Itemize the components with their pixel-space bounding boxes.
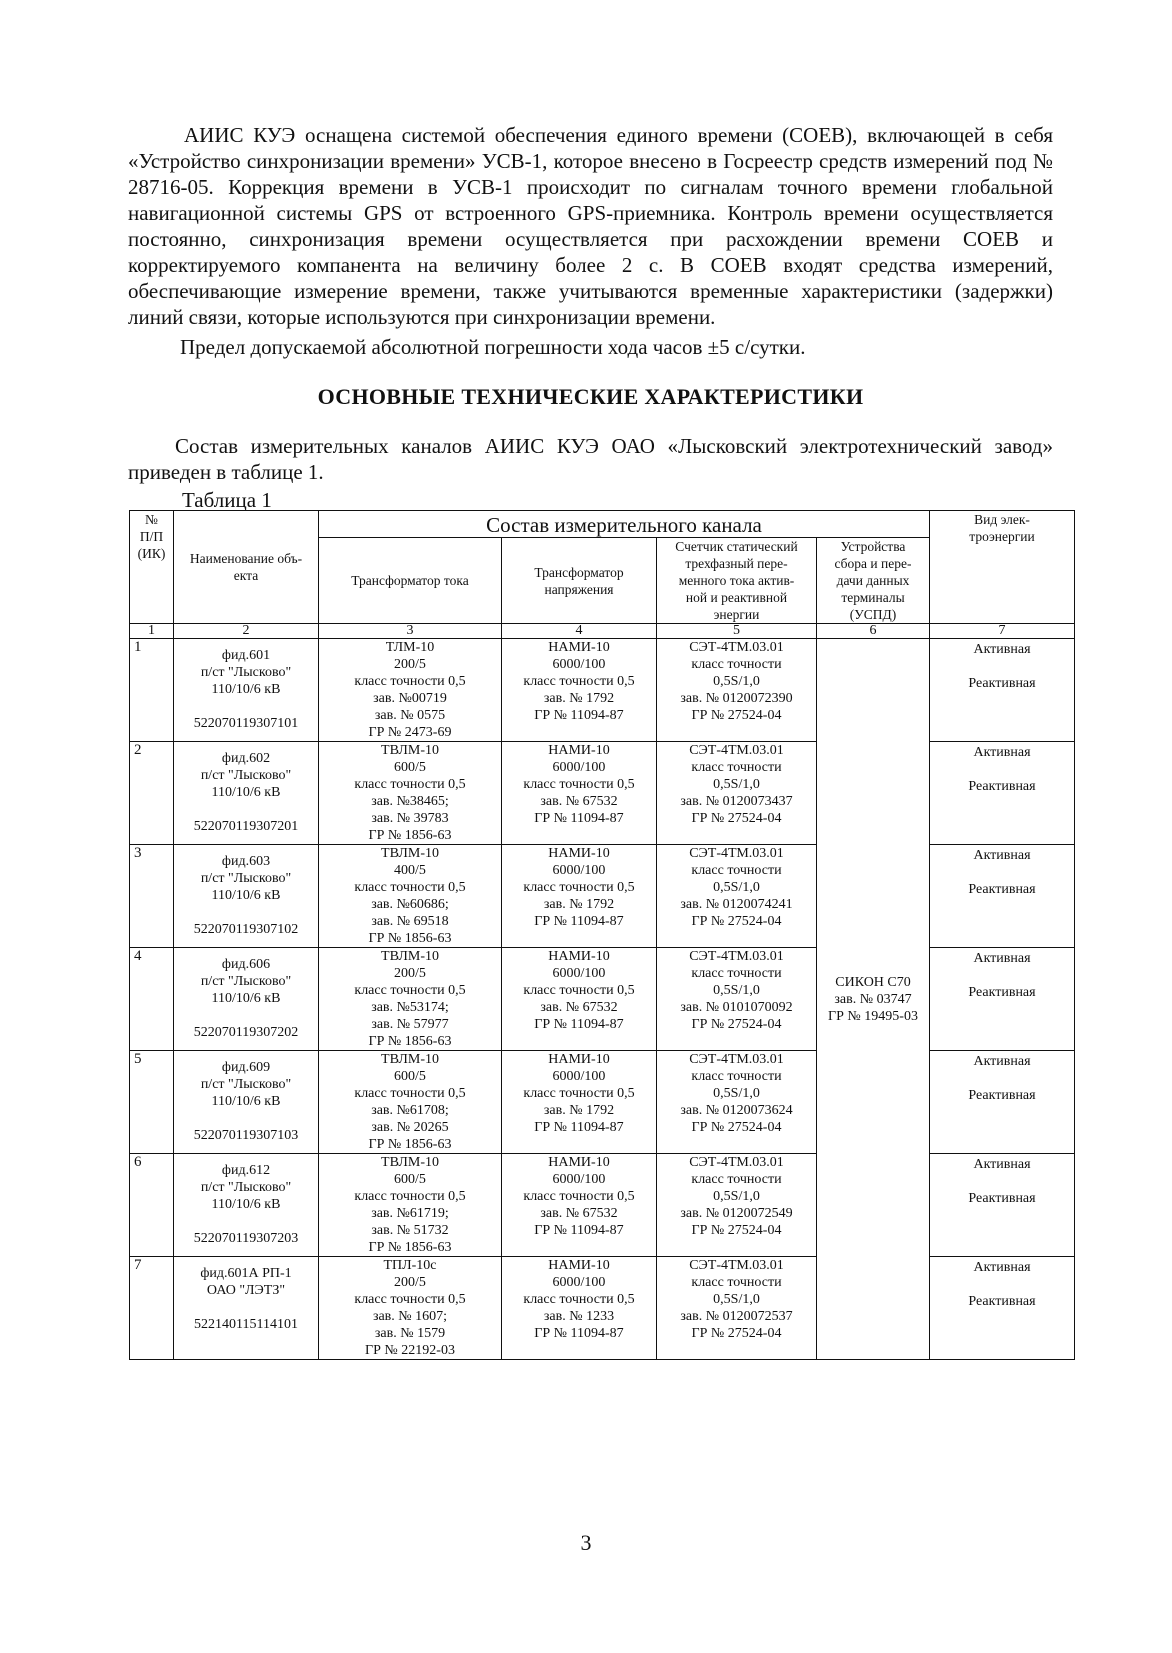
cell-line: НАМИ-10 bbox=[548, 743, 610, 758]
cell-line: НАМИ-10 bbox=[548, 949, 610, 964]
object-code: 522070119307201 bbox=[193, 819, 299, 834]
cell-line: 6000/100 bbox=[552, 760, 606, 775]
energy-active: Активная bbox=[973, 1260, 1031, 1275]
cell-line: НАМИ-10 bbox=[548, 640, 610, 655]
cell-line: 400/5 bbox=[394, 863, 426, 878]
cell-line: СИКОН С70 bbox=[835, 974, 911, 990]
cell-line: п/ст "Лысково" bbox=[200, 665, 292, 680]
cell-line: класс точности 0,5 bbox=[354, 1292, 466, 1307]
cell-line: 200/5 bbox=[394, 966, 426, 981]
cell-line: 6000/100 bbox=[552, 657, 606, 672]
cell-line: 600/5 bbox=[394, 1069, 426, 1084]
cell-line: ГР № 27524-04 bbox=[691, 1120, 782, 1135]
energy-active: Активная bbox=[973, 642, 1031, 657]
column-number: 5 bbox=[657, 624, 817, 639]
cell-line: зав. № 51732 bbox=[371, 1223, 449, 1238]
cell-line: класс точности bbox=[691, 1172, 782, 1187]
header-energy-type bbox=[930, 511, 1075, 624]
cell-line: 110/10/6 кВ bbox=[211, 682, 281, 697]
table-row bbox=[130, 639, 1075, 742]
cell-line: ТВЛМ-10 bbox=[381, 949, 439, 964]
cell-line: ной и реактивной bbox=[685, 590, 788, 605]
object-name bbox=[174, 742, 319, 845]
cell-line: зав. № 0120074241 bbox=[680, 897, 793, 912]
energy-type-cell bbox=[930, 948, 1075, 1051]
cell-line: ТВЛМ-10 bbox=[381, 743, 439, 758]
cell-line: ГР № 27524-04 bbox=[691, 914, 782, 929]
cell-line: Вид элек- bbox=[974, 512, 1030, 527]
cell-line: зав. № 0120073437 bbox=[680, 794, 793, 809]
uspd-cell bbox=[817, 639, 930, 1360]
header-meter bbox=[657, 538, 817, 624]
cell-line: зав. № 1233 bbox=[543, 1309, 615, 1324]
cell-line: 6000/100 bbox=[552, 1275, 606, 1290]
cell-line: зав. № 1579 bbox=[374, 1326, 446, 1341]
energy-reactive: Реактивная bbox=[968, 1294, 1036, 1309]
object-name bbox=[174, 1257, 319, 1360]
cell-line: 600/5 bbox=[394, 1172, 426, 1187]
cell-line: 200/5 bbox=[394, 1275, 426, 1290]
cell-line: класс точности 0,5 bbox=[523, 674, 635, 689]
header-current-transformer: Трансформатор тока bbox=[319, 538, 502, 624]
cell-line: класс точности 0,5 bbox=[523, 1086, 635, 1101]
energy-reactive: Реактивная bbox=[968, 676, 1036, 691]
cell-line: зав. №60686; bbox=[371, 897, 449, 912]
cell-line: СЭТ-4ТМ.03.01 bbox=[689, 846, 784, 861]
cell-line: СЭТ-4ТМ.03.01 bbox=[689, 1052, 784, 1067]
cell-line: 110/10/6 кВ bbox=[211, 785, 281, 800]
energy-active: Активная bbox=[973, 1054, 1031, 1069]
voltage-transformer-cell bbox=[502, 845, 657, 948]
cell-line: сбора и пере- bbox=[834, 556, 912, 571]
object-code: 522070119307102 bbox=[193, 922, 299, 937]
column-number: 6 bbox=[817, 624, 930, 639]
cell-line: 110/10/6 кВ bbox=[211, 888, 281, 903]
cell-line: (ИК) bbox=[137, 546, 166, 561]
cell-line: зав. № 67532 bbox=[540, 1000, 618, 1015]
cell-line: екта bbox=[233, 568, 259, 583]
cell-line: ГР № 19495-03 bbox=[828, 1008, 918, 1024]
cell-line: зав. №61708; bbox=[371, 1103, 449, 1118]
cell-line: ГР № 22192-03 bbox=[365, 1343, 455, 1358]
cell-line: СЭТ-4ТМ.03.01 bbox=[689, 1155, 784, 1170]
cell-line: фид.602 bbox=[221, 751, 271, 766]
energy-active: Активная bbox=[973, 1157, 1031, 1172]
cell-line: менного тока актив- bbox=[678, 573, 795, 588]
cell-line: П/П bbox=[139, 529, 164, 544]
cell-line: Счетчик статический bbox=[675, 539, 798, 554]
column-number: 4 bbox=[502, 624, 657, 639]
header-uspd bbox=[817, 538, 930, 624]
cell-line: класс точности 0,5 bbox=[523, 983, 635, 998]
meter-cell bbox=[657, 1051, 817, 1154]
column-number: 7 bbox=[930, 624, 1075, 639]
object-code: 522140115114101 bbox=[194, 1317, 298, 1332]
current-transformer-cell bbox=[319, 639, 502, 742]
meter-cell bbox=[657, 639, 817, 742]
cell-line: ГР № 11094-87 bbox=[534, 708, 624, 723]
cell-line: фид.606 bbox=[221, 957, 271, 972]
cell-line: класс точности bbox=[691, 657, 782, 672]
cell-line: 6000/100 bbox=[552, 966, 606, 981]
current-transformer-cell bbox=[319, 1051, 502, 1154]
object-name bbox=[174, 845, 319, 948]
cell-line: зав. № 0575 bbox=[374, 708, 446, 723]
cell-line: п/ст "Лысково" bbox=[200, 974, 292, 989]
cell-line: 110/10/6 кВ bbox=[211, 991, 281, 1006]
cell-line: фид.603 bbox=[221, 854, 271, 869]
energy-type-cell bbox=[930, 1154, 1075, 1257]
cell-line: класс точности 0,5 bbox=[354, 777, 466, 792]
cell-line: класс точности 0,5 bbox=[354, 983, 466, 998]
table-row bbox=[130, 1154, 1075, 1257]
cell-line: ГР № 27524-04 bbox=[691, 811, 782, 826]
cell-line: 0,5S/1,0 bbox=[713, 777, 760, 792]
cell-line: дачи данных bbox=[836, 573, 910, 588]
cell-line: зав. № 0120072549 bbox=[680, 1206, 793, 1221]
cell-line: ГР № 27524-04 bbox=[691, 708, 782, 723]
cell-line: ГР № 1856-63 bbox=[368, 1034, 452, 1049]
cell-line: класс точности bbox=[691, 1275, 782, 1290]
energy-reactive: Реактивная bbox=[968, 1088, 1036, 1103]
cell-line: зав. №61719; bbox=[371, 1206, 449, 1221]
meter-cell bbox=[657, 845, 817, 948]
channel-number: 3 bbox=[130, 845, 174, 948]
cell-line: 600/5 bbox=[394, 760, 426, 775]
cell-line: энергии bbox=[713, 607, 760, 622]
cell-line: ГР № 11094-87 bbox=[534, 1017, 624, 1032]
intro-paragraph-soev: АИИС КУЭ оснащена системой обеспечения единого времени (СОЕВ), включающей в себя «Устройство синхронизации времени» УСВ-1, которое внесено в Госреестр средств измерений под № 28716-05. Коррекция времени в УСВ-1 происходит по сигналам точного времени глобальной навигационной системы GPS от встроенного GPS-приемника. Контроль времени осуществляется постоянно, синхронизация времени осуществляется при расхождении времени СОЕВ и корректируемого компанента на величину более 2 с. В СОЕВ входят средства измерений, обеспечивающие измерение времени, также учитываются временные характеристики (задержки) линий связи, которые используются при синхронизации времени. bbox=[128, 123, 1053, 329]
intro-paragraph-clock-error: Предел допускаемой абсолютной погрешности хода часов ±5 с/сутки. bbox=[180, 335, 806, 359]
cell-line: зав. № 1792 bbox=[543, 691, 615, 706]
energy-reactive: Реактивная bbox=[968, 779, 1036, 794]
cell-line: зав. № 1607; bbox=[372, 1309, 448, 1324]
channel-number: 6 bbox=[130, 1154, 174, 1257]
cell-line: зав. №53174; bbox=[371, 1000, 449, 1015]
cell-line: зав. № 0120072537 bbox=[680, 1309, 793, 1324]
cell-line: 0,5S/1,0 bbox=[713, 983, 760, 998]
voltage-transformer-cell bbox=[502, 742, 657, 845]
cell-line: класс точности 0,5 bbox=[523, 777, 635, 792]
energy-type-cell bbox=[930, 742, 1075, 845]
cell-line: 110/10/6 кВ bbox=[211, 1197, 281, 1212]
cell-line: класс точности bbox=[691, 966, 782, 981]
object-code: 522070119307202 bbox=[193, 1025, 299, 1040]
energy-active: Активная bbox=[973, 848, 1031, 863]
header-object bbox=[174, 511, 319, 624]
cell-line: ТПЛ-10с bbox=[383, 1258, 437, 1273]
cell-line: фид.601 bbox=[221, 648, 271, 663]
cell-line: НАМИ-10 bbox=[548, 846, 610, 861]
channel-number: 2 bbox=[130, 742, 174, 845]
cell-line: НАМИ-10 bbox=[548, 1155, 610, 1170]
cell-line: ГР № 2473-69 bbox=[368, 725, 452, 740]
energy-active: Активная bbox=[973, 745, 1031, 760]
cell-line: СЭТ-4ТМ.03.01 bbox=[689, 743, 784, 758]
cell-line: ГР № 27524-04 bbox=[691, 1223, 782, 1238]
cell-line: п/ст "Лысково" bbox=[200, 1077, 292, 1092]
section-heading: ОСНОВНЫЕ ТЕХНИЧЕСКИЕ ХАРАКТЕРИСТИКИ bbox=[317, 384, 864, 409]
cell-line: ГР № 27524-04 bbox=[691, 1017, 782, 1032]
channel-number: 7 bbox=[130, 1257, 174, 1360]
object-name bbox=[174, 639, 319, 742]
energy-type-cell bbox=[930, 1257, 1075, 1360]
measurement-channels-table bbox=[129, 510, 1075, 1360]
cell-line: класс точности bbox=[691, 863, 782, 878]
object-code: 522070119307103 bbox=[193, 1128, 299, 1143]
meter-cell bbox=[657, 742, 817, 845]
channel-number: 4 bbox=[130, 948, 174, 1051]
object-name bbox=[174, 948, 319, 1051]
table-row bbox=[130, 742, 1075, 845]
table-row bbox=[130, 1257, 1075, 1360]
object-code: 522070119307101 bbox=[193, 716, 299, 731]
cell-line: 6000/100 bbox=[552, 863, 606, 878]
meter-cell bbox=[657, 1257, 817, 1360]
column-number-row bbox=[130, 624, 1075, 639]
cell-line: СЭТ-4ТМ.03.01 bbox=[689, 1258, 784, 1273]
energy-type-cell bbox=[930, 1051, 1075, 1154]
cell-line: напряжения bbox=[544, 581, 614, 597]
cell-line: ГР № 1856-63 bbox=[368, 1240, 452, 1255]
cell-line: ТВЛМ-10 bbox=[381, 1052, 439, 1067]
cell-line: СЭТ-4ТМ.03.01 bbox=[689, 640, 784, 655]
cell-line: ТВЛМ-10 bbox=[381, 1155, 439, 1170]
cell-line: НАМИ-10 bbox=[548, 1258, 610, 1273]
cell-line: класс точности 0,5 bbox=[523, 1292, 635, 1307]
cell-line: ГР № 11094-87 bbox=[534, 1326, 624, 1341]
energy-active: Активная bbox=[973, 951, 1031, 966]
cell-line: 0,5S/1,0 bbox=[713, 1086, 760, 1101]
column-number: 2 bbox=[174, 624, 319, 639]
cell-line: зав. № 67532 bbox=[540, 1206, 618, 1221]
cell-line: фид.601А РП-1 bbox=[200, 1266, 292, 1281]
cell-line: зав. № 1792 bbox=[543, 897, 615, 912]
object-name bbox=[174, 1051, 319, 1154]
cell-line: (УСПД) bbox=[849, 607, 897, 622]
cell-line: п/ст "Лысково" bbox=[200, 768, 292, 783]
cell-line: фид.612 bbox=[221, 1163, 271, 1178]
cell-line: класс точности 0,5 bbox=[523, 880, 635, 895]
cell-line: троэнергии bbox=[969, 529, 1035, 544]
cell-line: зав. № 57977 bbox=[371, 1017, 449, 1032]
cell-line: зав. № 0120073624 bbox=[680, 1103, 793, 1118]
cell-line: зав. №38465; bbox=[371, 794, 449, 809]
cell-line: класс точности 0,5 bbox=[354, 1189, 466, 1204]
cell-line: класс точности 0,5 bbox=[354, 1086, 466, 1101]
cell-line: зав. № 20265 bbox=[371, 1120, 449, 1135]
cell-line: ГР № 1856-63 bbox=[368, 931, 452, 946]
cell-line: зав. №00719 bbox=[373, 691, 447, 706]
page-number: 3 bbox=[580, 1530, 592, 1555]
table-header-row-1 bbox=[130, 511, 1075, 538]
cell-line: терминалы bbox=[841, 590, 905, 605]
cell-line: 0,5S/1,0 bbox=[713, 674, 760, 689]
cell-line: 6000/100 bbox=[552, 1069, 606, 1084]
cell-line: ГР № 11094-87 bbox=[534, 914, 624, 929]
current-transformer-cell bbox=[319, 1154, 502, 1257]
voltage-transformer-cell bbox=[502, 1257, 657, 1360]
cell-line: зав. № 0101070092 bbox=[680, 1000, 793, 1015]
object-code: 522070119307203 bbox=[193, 1231, 299, 1246]
cell-line: трехфазный пере- bbox=[685, 556, 788, 571]
cell-line: Трансформатор bbox=[534, 564, 624, 580]
table-row bbox=[130, 845, 1075, 948]
cell-line: ГР № 1856-63 bbox=[368, 1137, 452, 1152]
cell-line: класс точности bbox=[691, 1069, 782, 1084]
cell-line: СЭТ-4ТМ.03.01 bbox=[689, 949, 784, 964]
cell-line: ОАО "ЛЭТЗ" bbox=[206, 1283, 286, 1298]
cell-line: зав. № 39783 bbox=[371, 811, 449, 826]
meter-cell bbox=[657, 948, 817, 1051]
cell-line: 0,5S/1,0 bbox=[713, 880, 760, 895]
energy-type-cell bbox=[930, 639, 1075, 742]
energy-reactive: Реактивная bbox=[968, 1191, 1036, 1206]
cell-line: зав. № 69518 bbox=[371, 914, 449, 929]
cell-line: 200/5 bbox=[394, 657, 426, 672]
cell-line: класс точности 0,5 bbox=[354, 880, 466, 895]
current-transformer-cell bbox=[319, 742, 502, 845]
voltage-transformer-cell bbox=[502, 1154, 657, 1257]
voltage-transformer-cell bbox=[502, 948, 657, 1051]
cell-line: 0,5S/1,0 bbox=[713, 1189, 760, 1204]
voltage-transformer-cell bbox=[502, 1051, 657, 1154]
energy-reactive: Реактивная bbox=[968, 882, 1036, 897]
column-number: 3 bbox=[319, 624, 502, 639]
table-row bbox=[130, 948, 1075, 1051]
cell-line: НАМИ-10 bbox=[548, 1052, 610, 1067]
cell-line: ГР № 11094-87 bbox=[534, 1120, 624, 1135]
channel-number: 1 bbox=[130, 639, 174, 742]
cell-line: 6000/100 bbox=[552, 1172, 606, 1187]
table-row bbox=[130, 1051, 1075, 1154]
cell-line: 0,5S/1,0 bbox=[713, 1292, 760, 1307]
cell-line: класс точности 0,5 bbox=[523, 1189, 635, 1204]
section-paragraph: Состав измерительных каналов АИИС КУЭ ОАО «Лысковский электротехнический завод» приведен в таблице 1. bbox=[128, 434, 1053, 484]
cell-line: зав. № 0120072390 bbox=[680, 691, 793, 706]
cell-line: зав. № 03747 bbox=[834, 991, 912, 1007]
cell-line: ГР № 27524-04 bbox=[691, 1326, 782, 1341]
object-name bbox=[174, 1154, 319, 1257]
header-voltage-transformer bbox=[502, 538, 657, 624]
energy-type-cell bbox=[930, 845, 1075, 948]
voltage-transformer-cell bbox=[502, 639, 657, 742]
header-num bbox=[130, 511, 174, 624]
energy-reactive: Реактивная bbox=[968, 985, 1036, 1000]
current-transformer-cell bbox=[319, 948, 502, 1051]
cell-line: ГР № 1856-63 bbox=[368, 828, 452, 843]
cell-line: класс точности 0,5 bbox=[354, 674, 466, 689]
cell-line: Устройства bbox=[840, 539, 906, 554]
cell-line: 110/10/6 кВ bbox=[211, 1094, 281, 1109]
cell-line: ГР № 11094-87 bbox=[534, 811, 624, 826]
cell-line: зав. № 67532 bbox=[540, 794, 618, 809]
cell-line: п/ст "Лысково" bbox=[200, 1180, 292, 1195]
cell-line: Наименование объ- bbox=[189, 551, 303, 566]
cell-line: класс точности bbox=[691, 760, 782, 775]
meter-cell bbox=[657, 1154, 817, 1257]
cell-line: ГР № 11094-87 bbox=[534, 1223, 624, 1238]
cell-line: ТЛМ-10 bbox=[385, 640, 435, 655]
cell-line: № bbox=[145, 512, 158, 527]
column-number: 1 bbox=[130, 624, 174, 639]
cell-line: п/ст "Лысково" bbox=[200, 871, 292, 886]
current-transformer-cell bbox=[319, 1257, 502, 1360]
cell-line: фид.609 bbox=[221, 1060, 271, 1075]
current-transformer-cell bbox=[319, 845, 502, 948]
header-composition: Состав измерительного канала bbox=[319, 511, 930, 538]
channel-number: 5 bbox=[130, 1051, 174, 1154]
table-caption: Таблица 1 bbox=[182, 488, 272, 512]
cell-line: ТВЛМ-10 bbox=[381, 846, 439, 861]
cell-line: зав. № 1792 bbox=[543, 1103, 615, 1118]
